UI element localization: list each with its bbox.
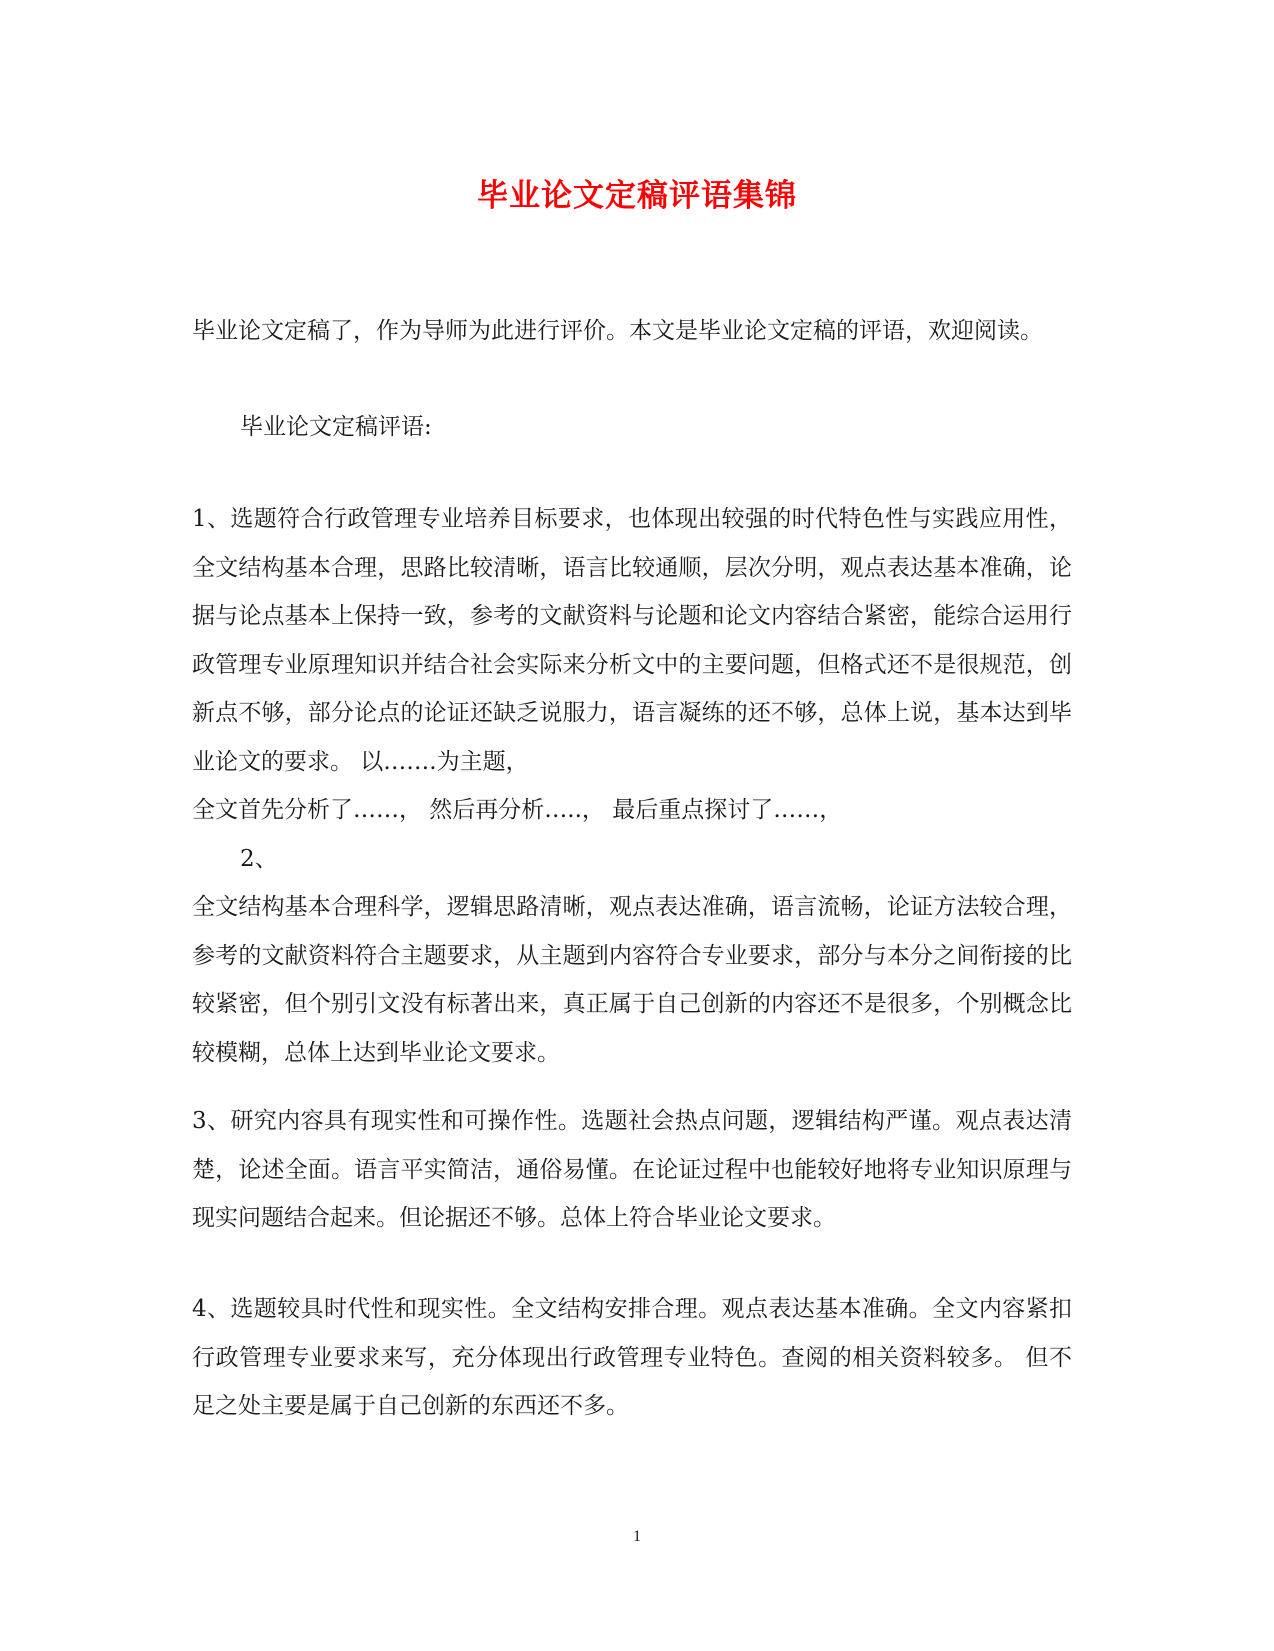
comment-2-number: 2、 — [240, 845, 278, 872]
comment-3-text: 3、研究内容具有现实性和可操作性。选题社会热点问题，逻辑结构严谨。观点表达清楚，论述全面。语言平实简洁，通俗易懂。在论证过程中也能较好地将专业知识原理与现实问题结合起来。但论据还不够。总体上符合毕业论文要求。 — [192, 1108, 1072, 1231]
subtitle-paragraph — [192, 403, 1072, 452]
comment-4-text: 4、选题较具时代性和现实性。全文结构安排合理。观点表达基本准确。全文内容紧扣行政管理专业要求来写，充分体现出行政管理专业特色。查阅的相关资料较多。 但不足之处主要是属于自己创新的东西还不多。 — [192, 1296, 1072, 1419]
page-number: 1 — [633, 1528, 641, 1545]
intro-text: 毕业论文定稿了，作为导师为此进行评价。本文是毕业论文定稿的评语，欢迎阅读。 — [192, 318, 1043, 344]
comment-1-continuation: 全文首先分析了……， 然后再分析…..， 最后重点探讨了……， — [192, 797, 843, 823]
intro-paragraph — [192, 307, 1072, 356]
comment-1-text: 1、选题符合行政管理专业培养目标要求，也体现出较强的时代特色性与实践应用性，全文结构基本合理，思路比较清晰，语言比较通顺，层次分明，观点表达基本准确，论据与论点基本上保持一致，参考的文献资料与论题和论文内容结合紧密，能综合运用行政管理专业原理知识并结合社会实际来分析文中的主要问题，但格式还不是很规范，创新点不够，部分论点的论证还缺乏说服力，语言凝练的还不够，总体上说，基本达到毕业论文的要求。 以…….为主题， — [192, 506, 1072, 775]
comment-2-text: 全文结构基本合理科学，逻辑思路清晰，观点表达准确，语言流畅，论证方法较合理，参考的文献资料符合主题要求，从主题到内容符合专业要求，部分与本分之间衔接的比较紧密，但个别引文没有标著出来，真正属于自己创新的内容还不是很多，个别概念比较模糊，总体上达到毕业论文要求。 — [192, 894, 1072, 1066]
document-title: 毕业论文定稿评语集锦 — [477, 178, 797, 214]
comment-4 — [192, 1285, 1072, 1431]
comment-1 — [192, 495, 1072, 1077]
comments-heading: 毕业论文定稿评语: — [240, 414, 432, 440]
comment-3 — [192, 1097, 1072, 1243]
